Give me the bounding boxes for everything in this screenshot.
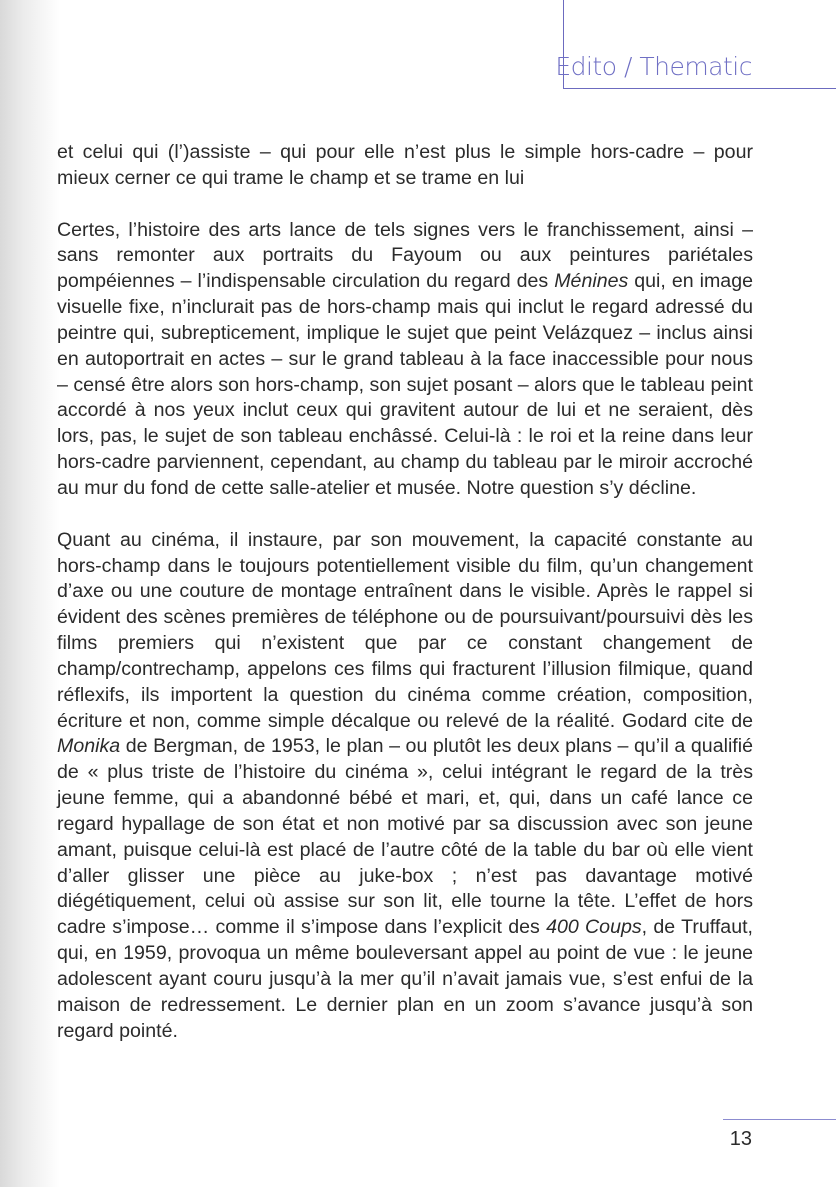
paragraph-1 [57, 140, 753, 192]
text-run: qui, en image visuelle fixe, n’inclurait pas de hors-champ mais qui inclut le regard adressé du peintre qui, subrepticement, implique le sujet que peint Velázquez – inclus ainsi en autoportrait en actes – sur le grand tableau à la face inaccessible pour nous – censé être alors son hors-champ, son sujet posant – alors que le tableau peint accordé à nos yeux inclut ceux qui gravitent autour de lui et ne seraient, dès lors, pas, le sujet de son tableau enchâssé. Celui-là : le roi et la reine dans leur hors-cadre parviennent, cependant, au champ du tableau par le miroir accroché au mur du fond de cette salle-atelier et musée. Notre question s’y décline. [57, 270, 753, 499]
italic-title: 400 Coups [546, 916, 642, 939]
text-run: et celui qui (l’)assiste – qui pour elle n’est plus le simple hors-cadre – pour mieux cerner ce qui trame le champ et se trame en lui [57, 141, 753, 189]
text-run: , de Truffaut, qui, en 1959, provoqua un même bouleversant appel au point de vue : le jeune adolescent ayant couru jusqu’à la mer qu’il n’avait jamais vue, s’est enfui de la maison de redressement. Le dernier plan en un zoom s’avance jusqu’à son regard pointé. [57, 916, 753, 1042]
italic-title: Ménines [554, 270, 629, 293]
text-run: de Bergman, de 1953, le plan – ou plutôt les deux plans – qu’il a qualifié de « plus triste de l’histoire du cinéma », celui intégrant le regard de la très jeune femme, qui a abandonné bébé et mari, et, qui, dans un café lance ce regard hypallage de son état et non motivé par sa discussion avec son jeune amant, puisque celui-là est placé de l’autre côté de la table du bar où elle vient d’aller glisser une pièce au juke-box ; n’est pas davantage motivé diégétiquement, celui où assise sur son lit, elle tourne la tête. L’effet de hors cadre s’impose… comme il s’impose dans l’explicit des [57, 735, 753, 939]
paragraph-3 [57, 528, 753, 1045]
italic-title: Monika [57, 735, 121, 758]
text-run: Certes, l’histoire des arts lance de tels signes vers le franchissement, ainsi – sans remonter aux portraits du Fayoum ou aux peintures pariétales pompéiennes – l’indispensable circulation du regard des [57, 218, 753, 293]
section-label: Edito / Thematic [555, 52, 752, 81]
footer-rule [723, 1119, 836, 1120]
page-number: 13 [729, 1128, 752, 1150]
paragraph-2 [57, 218, 753, 502]
article-body [57, 140, 753, 1045]
page-gutter-shadow [0, 0, 60, 1187]
text-run: Quant au cinéma, il instaure, par son mouvement, la capacité constante au hors-champ dans le toujours potentiellement visible du film, qu’un changement d’axe ou une couture de montage entraînent dans le visible. Après le rappel si évident des scènes premières de téléphone ou de poursuivant/poursuivi dès les films premiers qui n’existent que par ce constant changement de champ/contrechamp, appelons ces films qui fracturent l’illusion filmique, quand réflexifs, ils importent la question du cinéma comme création, composition, écriture et non, comme simple décalque ou relevé de la réalité. Godard cite de [57, 528, 753, 732]
